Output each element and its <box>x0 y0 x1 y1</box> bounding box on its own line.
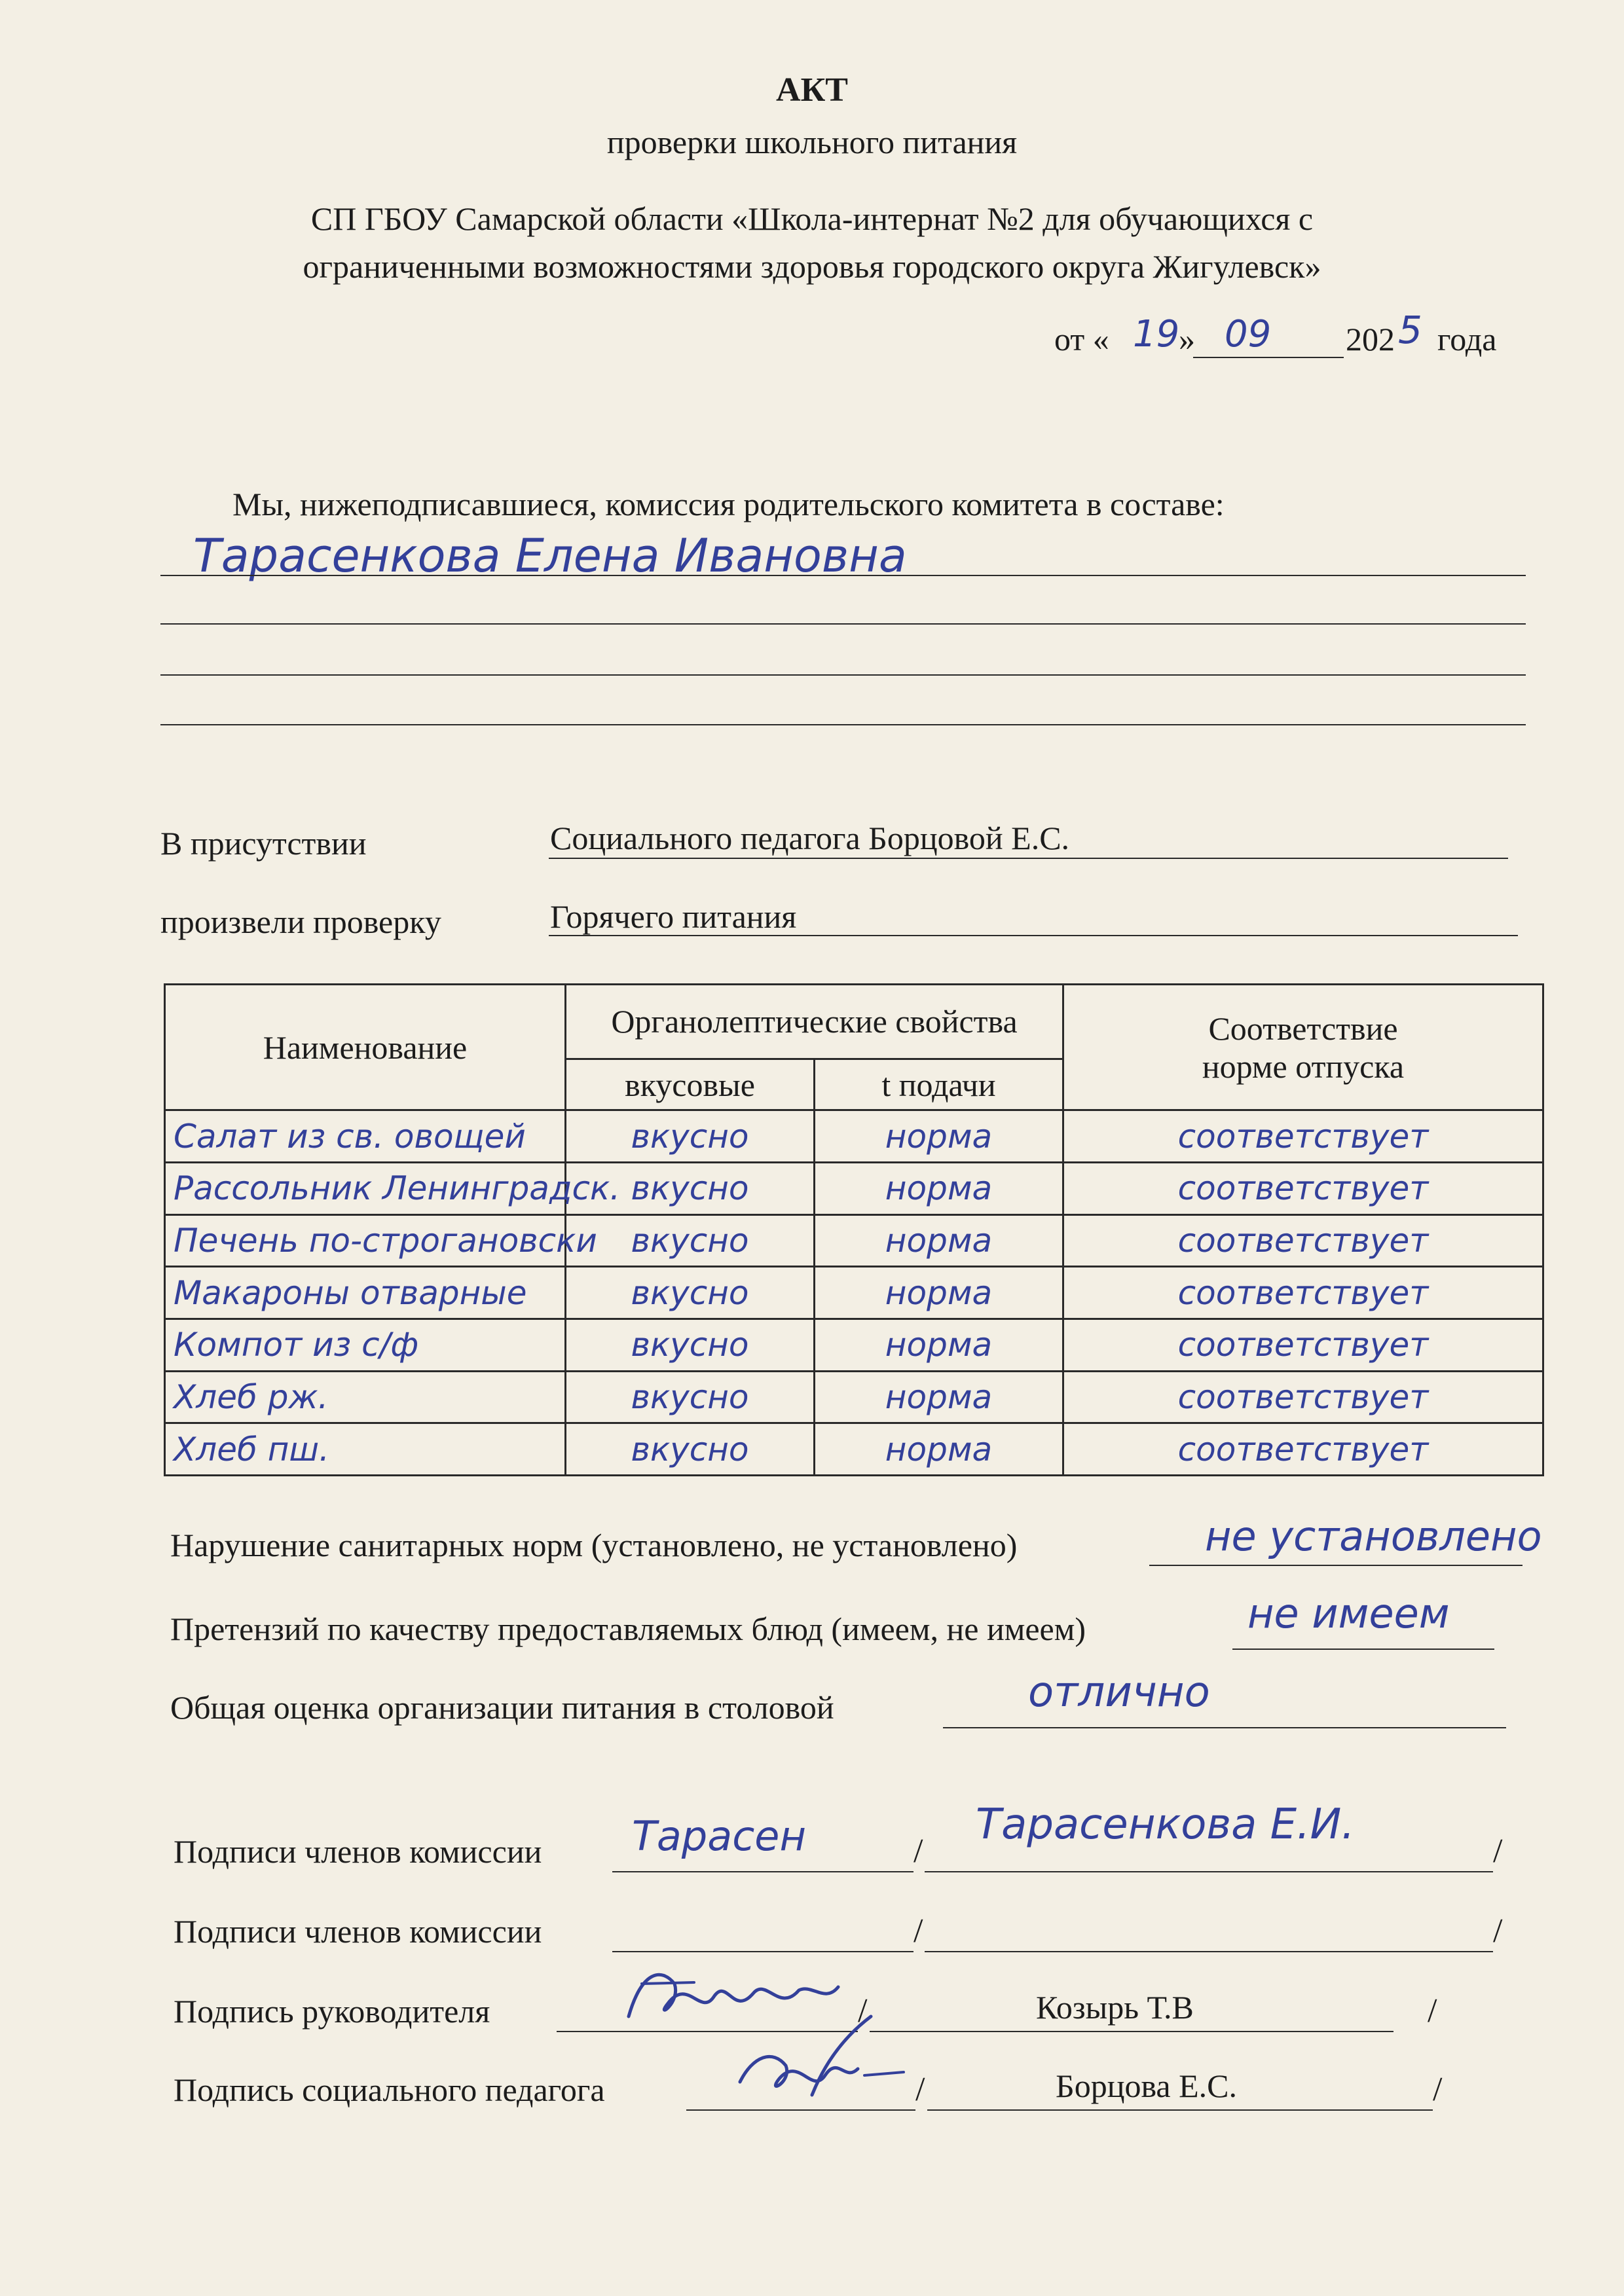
date-day: 19 <box>1133 313 1180 355</box>
dish-name: Рассольник Ленинградск. <box>165 1163 566 1215</box>
dish-name: Хлеб пш. <box>165 1423 566 1476</box>
date-year: 202 <box>1346 321 1395 357</box>
head-label: Подпись руководителя <box>174 1993 490 2030</box>
norm-value: соответствует <box>1063 1423 1543 1476</box>
slash: / <box>1493 1832 1503 1870</box>
member1-name: Тарасенкова Е.И. <box>976 1800 1355 1849</box>
temp-value: норма <box>815 1163 1063 1215</box>
violations-label: Нарушение санитарных норм (установлено, не установлено) <box>170 1527 1018 1563</box>
presence-label: В присутствии <box>160 825 367 862</box>
date-prefix: от « <box>1054 321 1109 357</box>
members-name-line-2 <box>925 1951 1493 1952</box>
members-sig-line-1 <box>612 1871 913 1872</box>
org-line-1: СП ГБОУ Самарской области «Школа-интернат №2 для обучающихся с <box>310 200 1314 237</box>
overall-line <box>943 1727 1506 1728</box>
dish-name: Печень по-строгановски <box>165 1214 566 1267</box>
dish-name: Компот из с/ф <box>165 1319 566 1371</box>
table-row <box>165 1267 1543 1319</box>
slash: / <box>913 1912 923 1950</box>
dish-name: Макароны отварные <box>165 1267 566 1319</box>
table-row <box>165 1163 1543 1215</box>
commission-line-2 <box>160 623 1526 625</box>
temp-value: норма <box>815 1371 1063 1423</box>
inspection-table <box>164 983 1544 1476</box>
social-signature <box>714 2003 936 2121</box>
table-row <box>165 1319 1543 1371</box>
col-header-taste: вкусовые <box>566 1059 815 1110</box>
check-value: Горячего питания <box>550 898 797 935</box>
norm-value: соответствует <box>1063 1319 1543 1371</box>
taste-value: вкусно <box>566 1423 815 1476</box>
table-row <box>165 1371 1543 1423</box>
org-line-2: ограниченными возможностями здоровья городского округа Жигулевск» <box>303 248 1321 285</box>
taste-value: вкусно <box>566 1267 815 1319</box>
overall-value: отлично <box>1028 1668 1210 1717</box>
col-header-name: Наименование <box>165 985 566 1110</box>
date-mid: » <box>1179 321 1195 357</box>
claims-label: Претензий по качеству предоставляемых блюд (имеем, не имеем) <box>170 1611 1086 1647</box>
commission-line-4 <box>160 724 1526 725</box>
slash: / <box>915 2071 925 2108</box>
taste-value: вкусно <box>566 1319 815 1371</box>
norm-value: соответствует <box>1063 1163 1543 1215</box>
date-suffix: года <box>1437 321 1497 357</box>
commission-line-3 <box>160 674 1526 676</box>
commission-line-1 <box>160 575 1526 576</box>
commission-member: Тарасенкова Елена Ивановна <box>193 529 907 583</box>
claims-value: не имеем <box>1247 1590 1450 1637</box>
temp-value: норма <box>815 1319 1063 1371</box>
table-row <box>165 1423 1543 1476</box>
col-header-props: Органолептические свойства <box>566 985 1063 1059</box>
norm-value: соответствует <box>1063 1267 1543 1319</box>
check-label: произвели проверку <box>160 903 441 940</box>
doc-subtitle: проверки школьного питания <box>606 124 1018 160</box>
col-header-temp: t подачи <box>815 1059 1063 1110</box>
social-label: Подпись социального педагога <box>174 2071 605 2108</box>
norm-value: соответствует <box>1063 1371 1543 1423</box>
taste-value: вкусно <box>566 1110 815 1163</box>
temp-value: норма <box>815 1110 1063 1163</box>
check-line <box>549 935 1518 936</box>
col-header-norm <box>1063 985 1543 1110</box>
presence-line <box>549 858 1508 859</box>
member1-signature: Тарасен <box>632 1812 806 1860</box>
col-header-norm-line1: Соответствие <box>1208 1010 1398 1047</box>
social-name-line <box>927 2109 1433 2111</box>
slash: / <box>858 1992 868 2030</box>
slash: / <box>913 1832 923 1870</box>
norm-value: соответствует <box>1063 1110 1543 1163</box>
members-label-2: Подписи членов комиссии <box>174 1913 542 1950</box>
dish-name: Салат из св. овощей <box>165 1110 566 1163</box>
table-row <box>165 1214 1543 1267</box>
commission-intro: Мы, нижеподписавшиеся, комиссия родительского комитета в составе: <box>232 486 1225 522</box>
norm-value: соответствует <box>1063 1214 1543 1267</box>
taste-value: вкусно <box>566 1163 815 1215</box>
claims-line <box>1232 1649 1494 1650</box>
members-label-1: Подписи членов комиссии <box>174 1833 542 1870</box>
taste-value: вкусно <box>566 1371 815 1423</box>
social-sig-line <box>686 2109 915 2111</box>
taste-value: вкусно <box>566 1214 815 1267</box>
date-year-hand: 5 <box>1398 308 1422 352</box>
slash: / <box>1433 2071 1443 2108</box>
dish-name: Хлеб рж. <box>165 1371 566 1423</box>
table-row <box>165 1110 1543 1163</box>
members-sig-line-2 <box>612 1951 913 1952</box>
temp-value: норма <box>815 1267 1063 1319</box>
date-month: 09 <box>1225 313 1272 355</box>
slash: / <box>1428 1992 1437 2030</box>
presence-value: Социального педагога Борцовой Е.С. <box>550 820 1070 856</box>
slash: / <box>1493 1912 1503 1950</box>
head-name-line <box>870 2031 1393 2032</box>
col-header-norm-line2: норме отпуска <box>1202 1048 1405 1085</box>
doc-title: АКТ <box>776 71 848 109</box>
violations-value: не установлено <box>1205 1512 1542 1560</box>
head-name: Козырь Т.В <box>1036 1989 1194 2026</box>
date-month-line <box>1193 357 1344 358</box>
overall-label: Общая оценка организации питания в столовой <box>170 1689 834 1726</box>
members-name-line-1 <box>925 1871 1493 1872</box>
temp-value: норма <box>815 1214 1063 1267</box>
temp-value: норма <box>815 1423 1063 1476</box>
social-name: Борцова Е.С. <box>1056 2068 1238 2104</box>
violations-line <box>1149 1565 1522 1566</box>
